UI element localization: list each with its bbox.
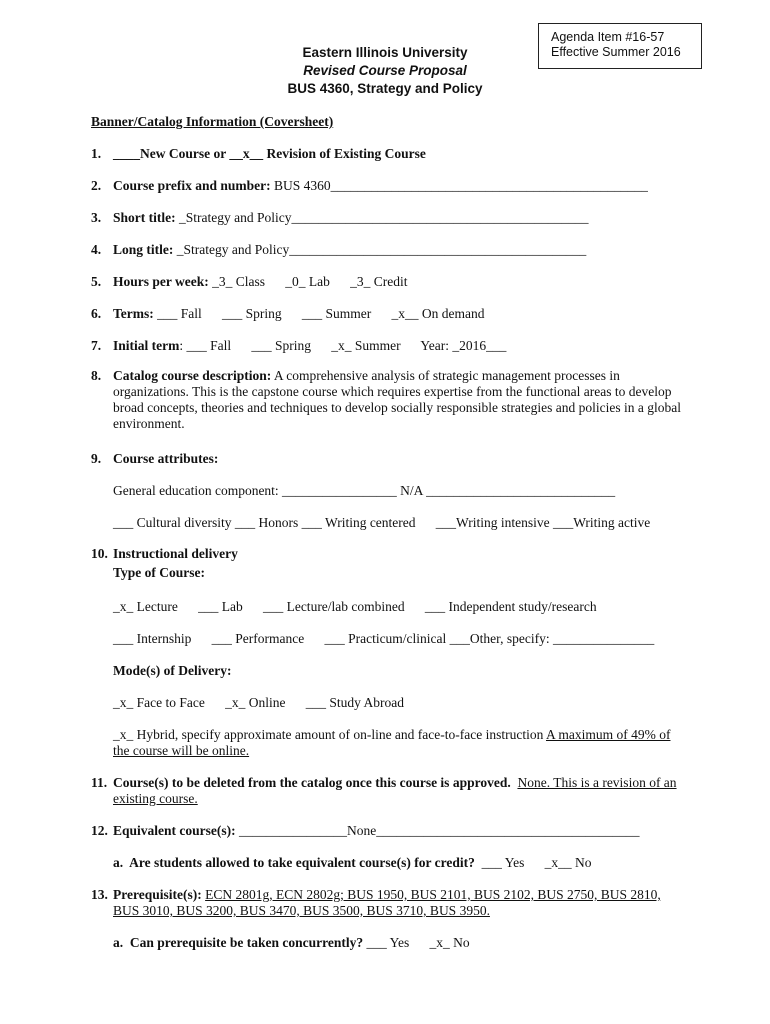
item-number: 9. xyxy=(91,451,102,466)
item-number: 6. xyxy=(91,306,102,321)
item-number: 1. xyxy=(91,146,102,161)
equivalent-credit-value: ___ Yes _x__ No xyxy=(474,855,592,870)
hybrid-label: _x_ Hybrid, specify approximate amount of on-line and face-to-face instruction xyxy=(113,727,546,742)
item-number: 12. xyxy=(91,823,108,838)
item-number: 4. xyxy=(91,242,102,257)
agenda-item-number: Agenda Item #16-57 xyxy=(551,30,665,44)
course-type-options-2: ___ Internship ___ Performance ___ Practicum/clinical ___Other, specify: _______________ xyxy=(113,631,655,646)
long-title-value: _Strategy and Policy____________________________________________ xyxy=(173,242,587,257)
item-number: 13. xyxy=(91,887,108,902)
type-of-course-label: Type of Course: xyxy=(113,565,205,580)
course-attributes-label: Course attributes: xyxy=(113,451,219,466)
proposal-title: Revised Course Proposal xyxy=(303,63,467,78)
item-number: 2. xyxy=(91,178,102,193)
long-title-label: Long title: xyxy=(113,242,174,257)
short-title-label: Short title: xyxy=(113,210,176,225)
course-title: BUS 4360, Strategy and Policy xyxy=(287,81,483,96)
item-number: 7. xyxy=(91,338,102,353)
hours-value: _3_ Class _0_ Lab _3_ Credit xyxy=(208,274,408,289)
prerequisites-value: ECN 2801g, ECN 2802g; BUS 1950, BUS 2101, BUS 2102, BUS 2750, BUS 2810, BUS 3010, BUS 3200, BUS 3470, BUS 3500, BUS 3710, BUS 3950. xyxy=(113,887,661,918)
course-prefix-label: Course prefix and number: xyxy=(113,178,271,193)
item-number: 3. xyxy=(91,210,102,225)
catalog-description-label: Catalog course description: xyxy=(113,368,272,383)
gen-ed-component: General education component: _________________ N/A ____________________________ xyxy=(113,483,616,498)
catalog-description-value: A comprehensive analysis of strategic management processes in organizations. This is the capstone course which requires expertise from the functional areas to develop broad concepts, theories and techniques to develop socially responsible strategies and policies in a global environment. xyxy=(113,368,681,431)
terms-value: ___ Fall ___ Spring ___ Summer _x__ On demand xyxy=(153,306,485,321)
initial-term-label: Initial term xyxy=(113,338,180,353)
equivalent-courses-value: ________________None_______________________________________ xyxy=(235,823,640,838)
concurrent-value: ___ Yes _x_ No xyxy=(363,935,470,950)
course-type-options: _x_ Lecture ___ Lab ___ Lecture/lab combined ___ Independent study/research xyxy=(113,599,597,614)
prerequisites-label: Prerequisite(s): xyxy=(113,887,202,902)
agenda-effective-date: Effective Summer 2016 xyxy=(551,45,681,59)
short-title-value: _Strategy and Policy____________________________________________ xyxy=(175,210,589,225)
delivery-modes: _x_ Face to Face _x_ Online ___ Study Abroad xyxy=(113,695,404,710)
deleted-courses-value: None. This is a revision of an existing course. xyxy=(113,775,677,806)
concurrent-question xyxy=(113,935,470,951)
course-type-choice: ____New Course or __x__ Revision of Existing Course xyxy=(113,146,426,161)
modes-of-delivery-label: Mode(s) of Delivery: xyxy=(113,663,232,678)
terms-label: Terms: xyxy=(113,306,154,321)
initial-term-value: : ___ Fall ___ Spring _x_ Summer Year: _2016___ xyxy=(179,338,507,353)
university-name: Eastern Illinois University xyxy=(302,45,468,60)
equivalent-credit-question xyxy=(113,855,592,871)
equivalent-credit-label: a. Are students allowed to take equivalent course(s) for credit? xyxy=(113,855,475,870)
hybrid-value: A maximum of 49% of the course will be online. xyxy=(113,727,671,758)
item-number: 10. xyxy=(91,546,108,561)
hybrid-specification xyxy=(113,727,678,759)
attribute-options: ___ Cultural diversity ___ Honors ___ Writing centered ___Writing intensive ___Writing active xyxy=(113,515,651,530)
item-number: 8. xyxy=(91,368,102,383)
section-title: Banner/Catalog Information (Coversheet) xyxy=(91,114,334,129)
instructional-delivery-label: Instructional delivery xyxy=(113,546,238,561)
item-number: 11. xyxy=(91,775,108,790)
concurrent-label: a. Can prerequisite be taken concurrently? xyxy=(113,935,364,950)
hours-label: Hours per week: xyxy=(113,274,209,289)
course-prefix-value: BUS 4360_______________________________________________ xyxy=(270,178,648,193)
deleted-courses-label: Course(s) to be deleted from the catalog once this course is approved. xyxy=(113,775,511,790)
item-number: 5. xyxy=(91,274,102,289)
equivalent-courses-label: Equivalent course(s): xyxy=(113,823,236,838)
